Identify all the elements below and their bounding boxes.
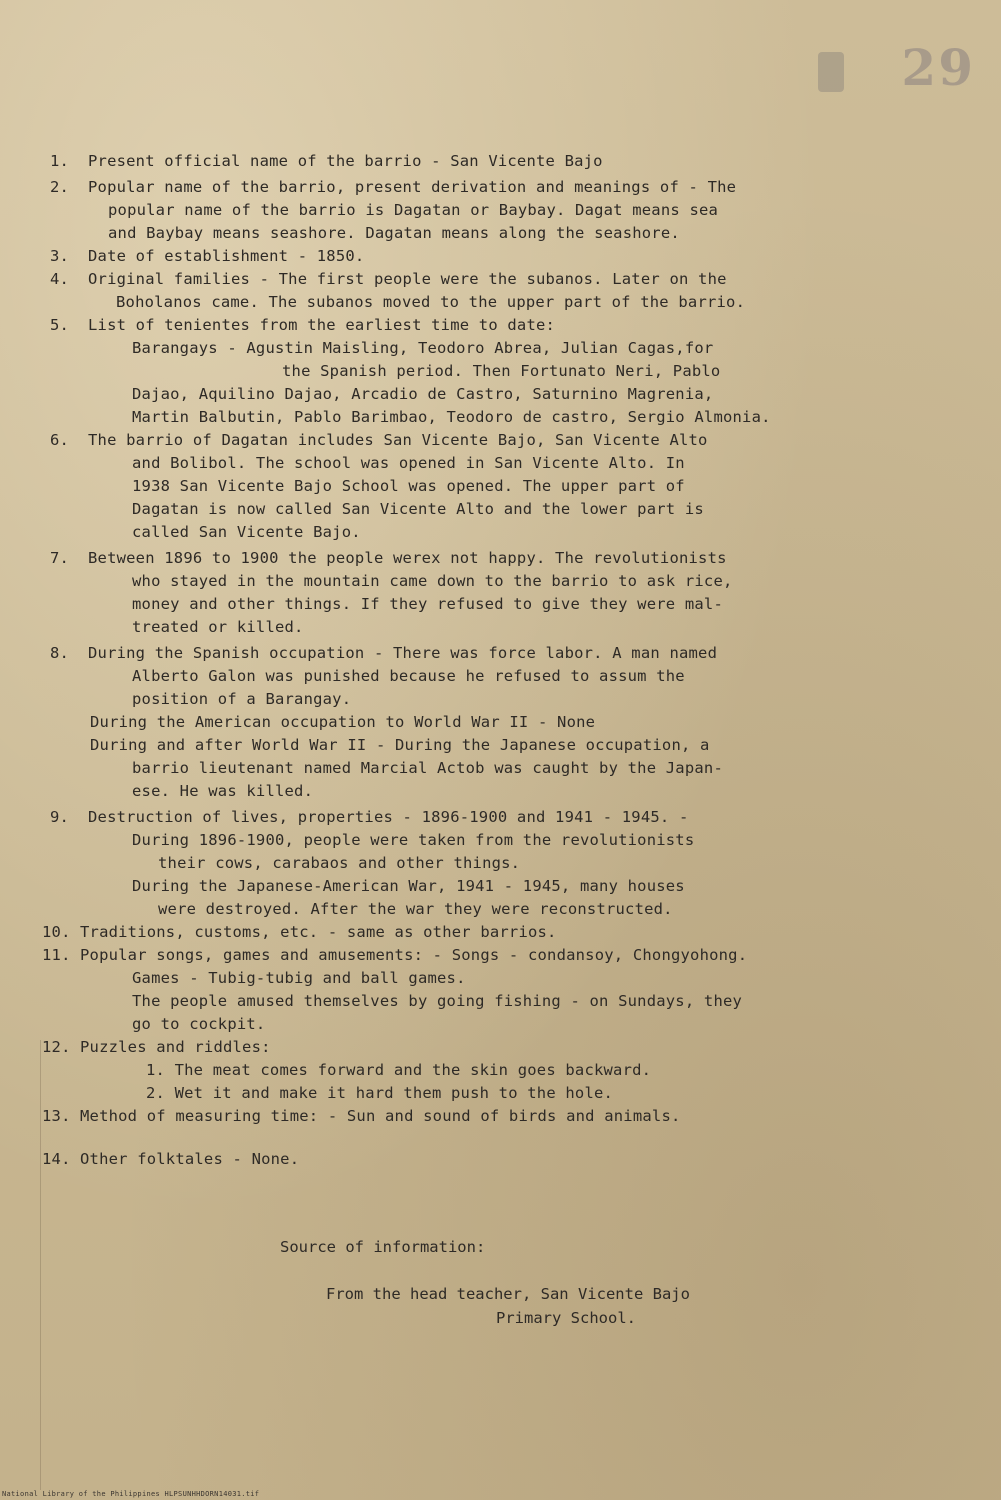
item-text: position of a Barangay. (132, 690, 352, 708)
item-text: During the American occupation to World War II - None (90, 713, 596, 731)
item-text: Popular songs, games and amusements: - Songs - condansoy, Chongyohong. (80, 946, 748, 964)
item-text: called San Vicente Bajo. (132, 523, 361, 541)
margin-line (40, 1040, 41, 1490)
item-7 (50, 547, 965, 639)
item-number: 10. (42, 923, 71, 941)
item-text: Barangays - Agustin Maisling, Teodoro Abrea, Julian Cagas,for (132, 339, 714, 357)
item-number: 14. (42, 1150, 71, 1168)
item-number: 7. (50, 549, 70, 567)
item-number: 6. (50, 431, 70, 449)
item-number: 8. (50, 644, 70, 662)
item-text: Games - Tubig-tubig and ball games. (132, 969, 466, 987)
item-text: Traditions, customs, etc. - same as other barrios. (80, 923, 557, 941)
item-8 (50, 642, 965, 803)
item-text: List of tenientes from the earliest time to date: (88, 316, 556, 334)
item-text: 1. The meat comes forward and the skin goes backward. (146, 1061, 652, 1079)
source-line: Primary School. (496, 1309, 636, 1327)
source-attribution (326, 1282, 690, 1330)
item-text: money and other things. If they refused to give they were mal- (132, 595, 723, 613)
item-text: Original families - The first people were the subanos. Later on the (88, 270, 727, 288)
item-text: were destroyed. After the war they were reconstructed. (158, 900, 673, 918)
item-text: popular name of the barrio is Dagatan or Baybay. Dagat means sea (108, 201, 719, 219)
ink-smudge (818, 52, 844, 92)
item-text: Between 1896 to 1900 the people werex not happy. The revolutionists (88, 549, 727, 567)
item-text: Puzzles and riddles: (80, 1038, 271, 1056)
document-body (42, 150, 965, 1171)
item-text: Destruction of lives, properties - 1896-1900 and 1941 - 1945. - (88, 808, 689, 826)
item-text: barrio lieutenant named Marcial Actob was caught by the Japan- (132, 759, 723, 777)
item-number: 5. (50, 316, 70, 334)
item-text: During the Japanese-American War, 1941 - 1945, many houses (132, 877, 685, 895)
item-text: their cows, carabaos and other things. (158, 854, 521, 872)
item-4 (50, 268, 965, 314)
item-number: 3. (50, 247, 70, 265)
item-11 (42, 944, 965, 1036)
item-text: ese. He was killed. (132, 782, 314, 800)
item-text: Method of measuring time: - Sun and sound of birds and animals. (80, 1107, 681, 1125)
item-text: Dajao, Aquilino Dajao, Arcadio de Castro, Saturnino Magrenia, (132, 385, 714, 403)
item-text: and Baybay means seashore. Dagatan means along the seashore. (108, 224, 680, 242)
item-text: and Bolibol. The school was opened in San Vicente Alto. In (132, 454, 685, 472)
item-3 (50, 245, 965, 268)
item-text: Dagatan is now called San Vicente Alto and the lower part is (132, 500, 704, 518)
item-9 (50, 806, 965, 921)
item-text: Alberto Galon was punished because he refused to assum the (132, 667, 685, 685)
item-text: who stayed in the mountain came down to the barrio to ask rice, (132, 572, 733, 590)
item-1 (50, 150, 965, 173)
item-text: During and after World War II - During the Japanese occupation, a (90, 736, 710, 754)
item-10 (42, 921, 965, 944)
item-text: Boholanos came. The subanos moved to the upper part of the barrio. (116, 293, 746, 311)
page-number: 29 (901, 38, 975, 97)
source-heading: Source of information: (280, 1238, 486, 1256)
scan-footer: National Library of the Philippines HLPSUNHHDORN14031.tif (2, 1490, 260, 1498)
item-text: the Spanish period. Then Fortunato Neri, Pablo (282, 362, 721, 380)
item-2 (50, 176, 965, 245)
item-text: Popular name of the barrio, present derivation and meanings of - The (88, 178, 737, 196)
item-text: During 1896-1900, people were taken from the revolutionists (132, 831, 695, 849)
item-text: go to cockpit. (132, 1015, 266, 1033)
item-number: 13. (42, 1107, 71, 1125)
item-13 (42, 1105, 965, 1128)
item-text: Martin Balbutin, Pablo Barimbao, Teodoro de castro, Sergio Almonia. (132, 408, 771, 426)
item-6 (50, 429, 965, 544)
item-number: 1. (50, 152, 70, 170)
item-12 (42, 1036, 965, 1105)
item-text: Date of establishment - 1850. (88, 247, 365, 265)
item-number: 11. (42, 946, 71, 964)
item-number: 9. (50, 808, 70, 826)
item-5 (50, 314, 965, 429)
item-text: treated or killed. (132, 618, 304, 636)
item-text: 1938 San Vicente Bajo School was opened. The upper part of (132, 477, 685, 495)
item-number: 12. (42, 1038, 71, 1056)
item-text: The people amused themselves by going fishing - on Sundays, they (132, 992, 743, 1010)
source-line: From the head teacher, San Vicente Bajo (326, 1285, 690, 1303)
item-text: Present official name of the barrio - San Vicente Bajo (88, 152, 603, 170)
item-14 (42, 1148, 965, 1171)
item-number: 4. (50, 270, 70, 288)
item-text: The barrio of Dagatan includes San Vicente Bajo, San Vicente Alto (88, 431, 708, 449)
item-number: 2. (50, 178, 70, 196)
item-text: During the Spanish occupation - There was force labor. A man named (88, 644, 718, 662)
item-text: 2. Wet it and make it hard them push to the hole. (146, 1084, 614, 1102)
item-text: Other folktales - None. (80, 1150, 300, 1168)
